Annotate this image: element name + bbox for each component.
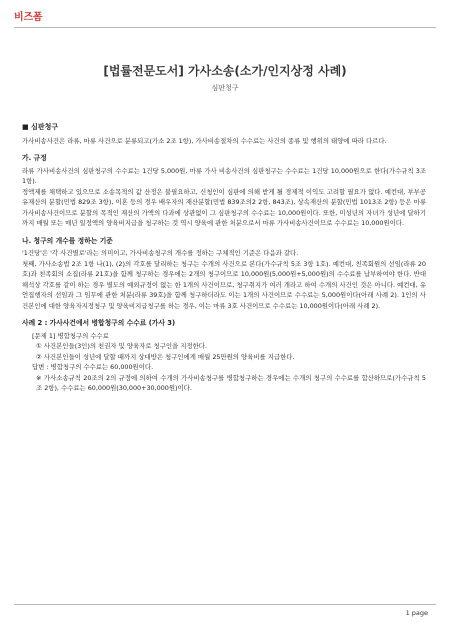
document-subtitle: 심판청구	[211, 84, 239, 92]
paragraph: 첫째, 가사소송법 2조 1항 나(1), (2)의 각호를 달리하는 청구는 수개의 사건으로 본다(가수규칙 5조 3항 1호). 예컨대, 친족회원의 선임(라류 20호)과 친족회의 소집(라류 21호)을 함께 청구하는 경우에는 2개의 청구이므로 10,000원(5,000원+5,000원)의 수수료를 납부하여야 한다. 반대해석상 각호를 같이 하는 경우 별도의 예외규정이 없는 한 1개의 사건이므로, 청구취지가 여러 개라고 하여 수개의 사건인 것은 아니다. 예컨대, 유언집행자의 선임과 그 임무에 관한 처분(라류 39호)을 함께 청구하더라도 이는 1개의 사건이므로 수수료는 5,000원이다(아래 사례 2). 1인의 사건본인에 대한 양육자지정청구 및 양육비지급청구를 하는 경우, 이는 마류 3호 사건이므로 수수료는 10,000원이다(아래 사례 2).	[22, 259, 426, 310]
section-heading: ■ 심판청구	[22, 123, 59, 131]
header-divider	[14, 27, 436, 28]
case-item: ① 사건본인들(3인)의 친권자 및 양육자로 청구인을 지정한다.	[36, 342, 207, 350]
page-number: 1 page	[405, 609, 428, 617]
document-body	[22, 122, 426, 401]
case-heading: 사례 2 : 가사사건에서 병합청구의 수수료 (가사 3)	[22, 319, 176, 327]
case-note: ※ 가사소송규칙 20조의 2의 규정에 의하여 수개의 가사비송청구를 병합청구하는 경우에는 수개의 청구의 수수료를 합산하므로(가수규칙 5조 2항), 수수료는 60,000원(30,000+30,000원)이다.	[36, 373, 426, 392]
section-regulation	[22, 153, 426, 229]
subsection-heading: 나. 청구의 개수를 정하는 기준	[22, 236, 113, 245]
subsection-heading: 가. 규정	[22, 154, 47, 162]
section-petition	[22, 122, 426, 146]
section-claim-count	[22, 236, 426, 312]
paragraph: 정액제를 채택하고 있으므로 소송목적의 값 산정은 불필요하고, 신청인이 심판에 의해 받게 될 경제적 이익도 고려할 필요가 없다. 예컨대, 부부공유재산의 분할(민법 829조 3항), 이혼 등의 경우 배우자의 재산분할(민법 839조의2 2항, 843조), 상속재산의 분할(민법 1013조 2항) 등은 마류 가사비송사건이므로 분할의 목적인 재산의 가액의 다과에 상관없이 그 심판청구의 수수료는 10,000원이다. 또한, 미성년의 자녀가 성년에 달하기까지 매월 또는 매년 일정액의 양육비지급을 청구하는 것 역시 양육에 관한 처분으로서 마류 가사비송사건이므로 수수료는 10,000원이다.	[22, 187, 426, 227]
case-answer: 답변 : 병합청구의 수수료는 60,000원이다.	[32, 363, 154, 371]
paragraph: '1건당'은 '각 사건별로'라는 의미이고, 가사비송청구의 개수를 정하는 구체적인 기준은 다음과 같다.	[22, 249, 299, 257]
bizforms-logo: 비즈폼	[14, 12, 43, 23]
paragraph: 라류 가사비송사건의 심판청구의 수수료는 1건당 5,000원, 마류 가사 비송사건의 심판청구는 수수료는 1건당 10,000원으로 한다(가수규칙 3조 1항).	[22, 166, 426, 185]
document-title: [법률전문도서] 가사소송(소가/인지상정 사례)	[103, 64, 347, 78]
case-item: ② 사건본인들이 성년에 달할 때까지 상대방은 청구인에게 매월 25만원의 양육비를 지급한다.	[36, 352, 295, 361]
section-paragraph: 가사비송사건은 라류, 마류 사건으로 분류되고(가소 2조 1항), 가사비송절차의 수수료는 사건의 종류 및 행위의 태양에 따라 다르다.	[22, 136, 387, 145]
case-example	[22, 318, 426, 394]
footer-divider	[14, 604, 436, 605]
case-problem: [문제 1] 병합청구의 수수료	[32, 331, 109, 340]
